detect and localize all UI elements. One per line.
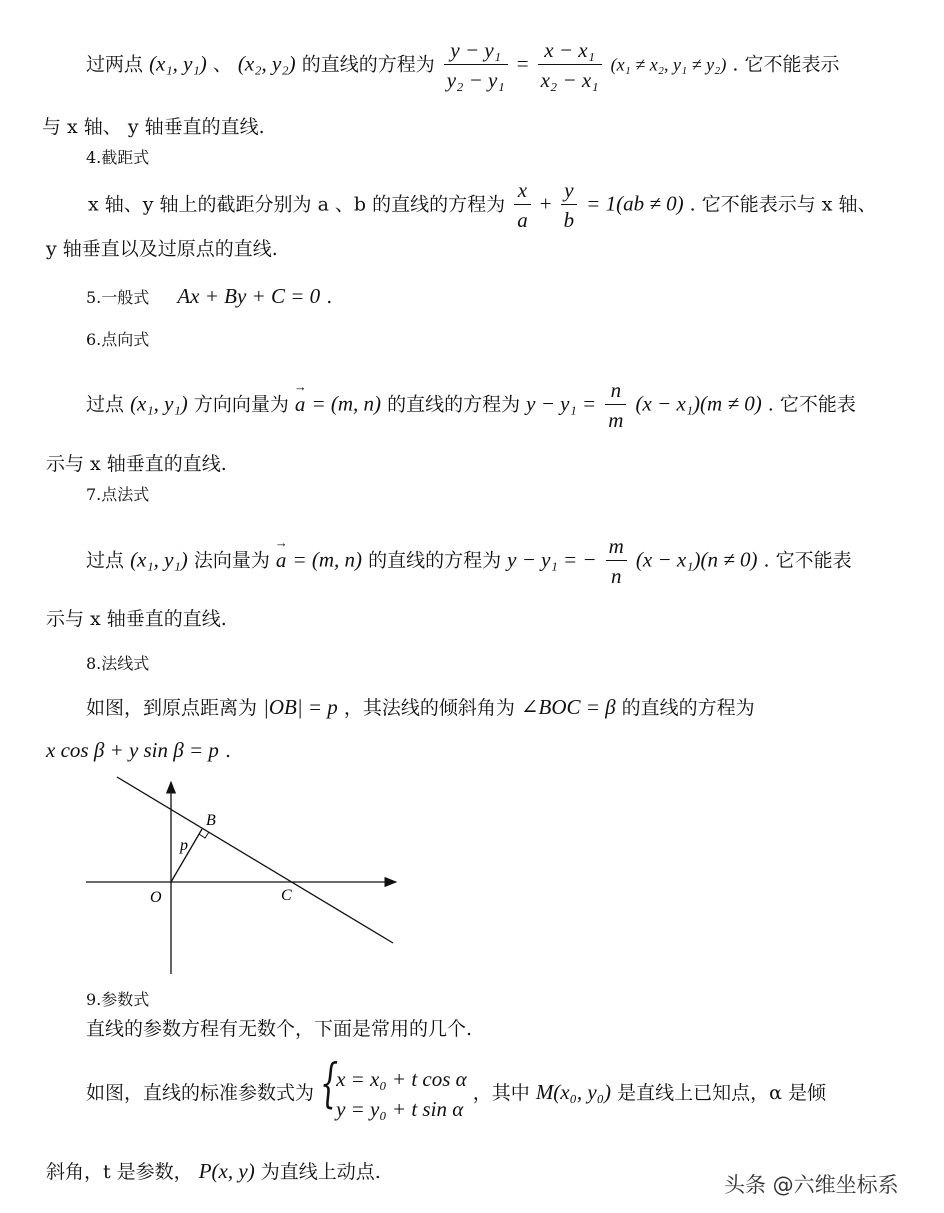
fraction-denominator: x₂ − x₁ xyxy=(540,68,599,92)
fraction-x xyxy=(538,40,602,91)
equals: = xyxy=(516,51,529,76)
period: . xyxy=(224,740,231,762)
label-p: p xyxy=(180,837,188,854)
text: 的直线的方程为 xyxy=(621,697,755,719)
text: 过点 xyxy=(86,393,125,416)
line-l xyxy=(117,777,393,943)
text: . 它不能表示与 x 轴、 xyxy=(689,193,877,216)
vector-a: → a xyxy=(276,550,287,571)
heading-point-direction-form: 6.点向式 xyxy=(86,330,150,349)
heading-general-form: 5.一般式 xyxy=(86,288,150,307)
text: 方向向量为 xyxy=(193,393,289,416)
general-equation: Ax + By + C = 0 xyxy=(177,284,321,308)
vector-value: = (m, n) xyxy=(292,547,363,572)
heading-intercept-form: 4.截距式 xyxy=(86,148,150,167)
label-b: B xyxy=(206,812,216,829)
two-point-form-line-2: 与 x 轴、 y 轴垂直的直线. xyxy=(42,116,265,138)
equation-rhs: (x − x₁)(m ≠ 0) xyxy=(635,391,762,416)
normal-form-line-2 xyxy=(46,740,231,761)
label-o: O xyxy=(150,889,162,906)
two-point-form-line xyxy=(86,40,839,91)
normal-form-figure xyxy=(80,772,410,982)
separator: 、 xyxy=(212,53,232,76)
parametric-row-x: x = x₀ + t cos α xyxy=(336,1067,467,1091)
parametric-intro: 直线的参数方程有无数个，下面是常用的几个. xyxy=(86,1018,473,1040)
heading-point-normal-form: 7.点法式 xyxy=(86,485,150,504)
intercept-form-line xyxy=(88,180,877,231)
text: . 它不能表 xyxy=(763,549,852,572)
parametric-line-2 xyxy=(46,1161,381,1182)
text: x 轴、y 轴上的截距分别为 a 、b 的直线的方程为 xyxy=(88,193,506,216)
point-m: M(x₀, y₀) xyxy=(535,1080,612,1104)
equation-lhs: y − y₁ = − xyxy=(507,547,597,572)
point-p: P(x, y) xyxy=(198,1159,255,1183)
right-angle-mark xyxy=(199,832,209,838)
general-form-line xyxy=(86,286,332,307)
point-normal-line-2: 示与 x 轴垂直的直线. xyxy=(46,608,227,630)
point-1: (x₁, y₁) xyxy=(149,51,207,76)
fraction-numerator: m xyxy=(606,536,627,561)
point-2: (x₂, y₂) xyxy=(237,51,296,76)
fraction-denominator: n xyxy=(610,564,622,588)
heading-normal-form: 8.法线式 xyxy=(86,654,150,673)
text: 的直线的方程为 xyxy=(301,53,435,76)
condition: (x₁ ≠ x₂, y₁ ≠ y₂) xyxy=(610,54,727,75)
fraction-n-m xyxy=(605,380,626,431)
parametric-line xyxy=(86,1054,826,1124)
fraction-x-a xyxy=(514,180,531,231)
fraction-numerator: x xyxy=(514,180,531,205)
fraction-y-b xyxy=(561,180,578,231)
angle-boc: ∠BOC = β xyxy=(520,695,616,719)
fraction-denominator: y₂ − y₁ xyxy=(446,68,505,92)
normal-equation: x cos β + y sin β = p xyxy=(46,738,219,762)
text: ，其中 xyxy=(472,1082,530,1104)
fraction-numerator: x − x₁ xyxy=(538,40,602,65)
text: 的直线的方程为 xyxy=(387,393,521,416)
watermark: 头条 @六维坐标系 xyxy=(724,1173,899,1197)
equation-lhs: y − y₁ = xyxy=(526,391,597,416)
vector-a: → a xyxy=(295,394,306,415)
heading-parametric-form: 9.参数式 xyxy=(86,990,150,1009)
vector-value: = (m, n) xyxy=(311,391,382,416)
text: ，其法线的倾斜角为 xyxy=(343,697,515,719)
fraction-numerator: y − y₁ xyxy=(444,40,508,65)
text: 是直线上已知点，α 是倾 xyxy=(617,1082,826,1104)
point-direction-line-2: 示与 x 轴垂直的直线. xyxy=(46,453,227,475)
label-c: C xyxy=(281,887,292,904)
text: 过两点 xyxy=(86,53,144,76)
text: 斜角，t 是参数， xyxy=(46,1161,193,1183)
text: 的直线的方程为 xyxy=(368,549,502,572)
parametric-system: { x = x₀ + t cos α y = y₀ + t sin α xyxy=(320,1064,467,1124)
intercept-form-line-2: y 轴垂直以及过原点的直线. xyxy=(46,238,278,260)
point: (x₁, y₁) xyxy=(130,547,188,572)
point-direction-line xyxy=(86,380,856,431)
distance-ob: |OB| = p xyxy=(263,695,338,719)
fraction-numerator: y xyxy=(561,180,578,205)
normal-form-line xyxy=(86,697,755,718)
text: 过点 xyxy=(86,549,125,572)
text: 如图，到原点距离为 xyxy=(86,697,258,719)
text: 为直线上动点. xyxy=(260,1161,381,1183)
equation-rhs: (x − x₁)(n ≠ 0) xyxy=(635,547,758,572)
fraction-denominator: a xyxy=(517,208,528,232)
text: 法向量为 xyxy=(193,549,270,572)
equation-tail: = 1(ab ≠ 0) xyxy=(586,191,684,216)
fraction-m-n xyxy=(606,536,627,587)
period: . xyxy=(326,286,333,308)
fraction-denominator: b xyxy=(563,208,575,232)
plus: + xyxy=(539,191,552,216)
text: . 它不能表示 xyxy=(732,53,840,76)
fraction-numerator: n xyxy=(605,380,626,405)
fraction-denominator: m xyxy=(608,408,624,432)
parametric-row-y: y = y₀ + t sin α xyxy=(336,1097,464,1121)
text: . 它不能表 xyxy=(767,393,856,416)
point: (x₁, y₁) xyxy=(130,391,188,416)
fraction-y xyxy=(444,40,508,91)
text: 如图，直线的标准参数式为 xyxy=(86,1082,315,1104)
point-normal-line xyxy=(86,536,852,587)
